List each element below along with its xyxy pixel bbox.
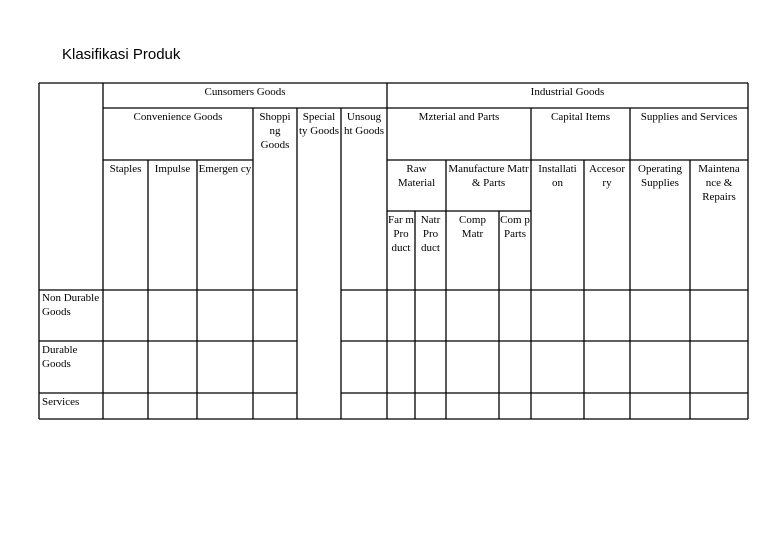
row-label-services: Services [42,396,80,408]
header-impulse: Impulse [154,163,191,175]
header-manufacture-parts: Manufacture Matr & Parts [448,163,529,189]
header-farm-product: Far m Pro duct [388,214,414,254]
header-shopping-goods: Shoppi ng Goods [259,111,291,151]
header-unsought-goods: Unsoug ht Goods [343,111,385,137]
row-label-non-durable-goods: Non Durable Goods [42,292,100,318]
header-specialty-goods: Special ty Goods [298,111,340,137]
header-consumer-goods: Cunsomers Goods [204,86,286,98]
header-supplies-services: Supplies and Services [640,111,738,123]
header-emergency: Emergen cy [198,163,252,175]
header-convenience-goods: Convenience Goods [133,111,223,123]
header-accessory: Accesor ry [588,163,626,189]
header-raw-material: Raw Material [397,163,436,189]
page-title: Klasifikasi Produk [62,46,181,63]
header-capital-items: Capital Items [551,111,610,123]
header-operating-supplies: Operating Supplies [638,163,682,189]
header-material-parts: Mzterial and Parts [418,111,500,123]
header-staples: Staples [109,163,142,175]
header-industrial-goods: Industrial Goods [530,86,605,98]
header-natural-product: Natr Pro duct [420,214,441,254]
header-component-parts: Com p Parts [500,214,530,240]
header-maintenance-repairs: Maintena nce & Repairs [698,163,740,203]
row-label-durable-goods: Durable Goods [42,344,78,370]
header-installation: Installati on [538,163,577,189]
header-component-material: Comp Matr [459,214,486,240]
